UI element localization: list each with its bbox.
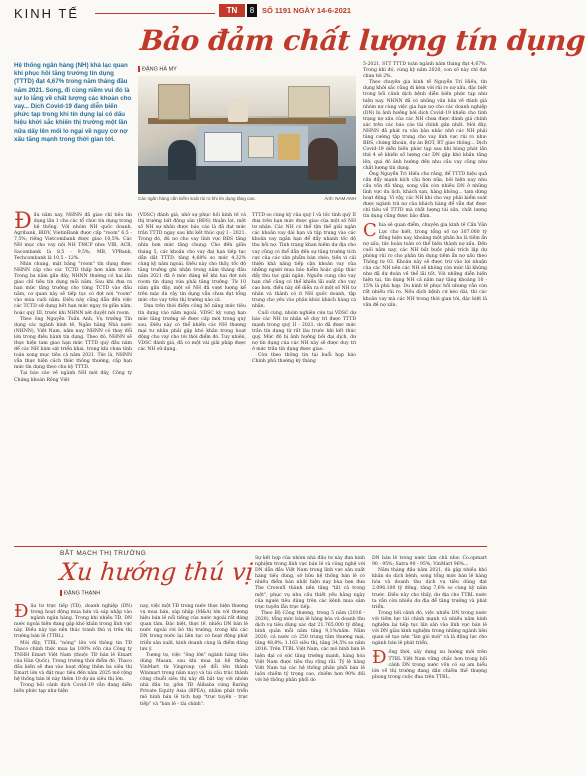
paragraph: Năm tháng đầu năm 2021, dù gặp nhiều khó khăn do dịch bệnh, song tổng mức bán lẻ hàng hóa và doanh thu dịch vụ tiêu dùng đạt 2.096.100 tỷ đồng, tăng 7,6% so cùng kỳ năm trước. Điều này cho thấy, dư địa cho TTBL nước ta vẫn còn nhiều dư địa để tăng trưởng và phát triển. — [372, 568, 487, 610]
paragraph: Mới đây, TTBL "nóng" lên với thông tin TĐ Thaco chính thức mua lại 100% vốn của Công ty TNHH Emart Việt Nam (thuộc TĐ bán lẻ Emart của Hàn Quốc). Trong trường thời điểm đó, Thaco đầu kiến sẽ đưa vào hoạt động thêm ba siêu thị Emart lớn và đặt mục tiêu đến năm 2025 mở rộng hệ thống bán lẻ này thêm 10 dự án siêu thị lớn. — [14, 640, 132, 683]
paragraph: ồng thời, xây dựng xu hướng mới trên TTBL Việt Nam vững chắc hơn trong bối cảnh DN trong nước vốn có sự am hiểu lớn về thị trường đang dần chiếm thế thượng phong trong cuộc đua trên TTBL. — [372, 650, 487, 680]
article-column-2 — [138, 213, 246, 353]
paragraph: Tương tự, việc "ông lớn" ngành hàng tiêu dùng Masan, sau khi mua lại hệ thống VinMart từ Vingroup (sẽ đổi tên thành Winmart trong năm nay) và tái cấu trúc thành công chuỗi siêu thị này đã bắt tay với nhóm nhà đầu tư, gồm TĐ Alibaba cùng Baring Private Equity Asia (BPEA), nhằm phát triển mô hình bán lẻ tích hợp "trực tuyến - trực tiếp" và "bán lẻ - tài chính". — [140, 652, 248, 707]
paragraph: Theo chuyên gia kinh tế Nguyễn Trí Hiếu, tín dụng khởi sắc cũng đi kèm với rủi ro nợ xấu, đặc biệt trong bối cảnh dịch bệnh diễn biến phức tạp như hiện nay. NHNN đã có những văn bản về đánh giá nhóm nợ cùng việc gia hạn nợ cho các doanh nghiệp (DN) bị ảnh hưởng bởi dịch Covid-19 khiến cho tình trạng nợ xấu của các NH chưa được đánh giá chính xác trên các báo cáo tài chính gần nhất. Mới đây, NHNN đã phát ra văn bản nhắc nhở các NH phải tăng cường tập trung cho vay lĩnh vực rủi ro như: BĐS, chứng khoán, dự án BOT, BT giao thông... Dịch Covid-19 diễn biến phức tạp sau khi bùng phát lần thứ 4 sẽ khiến số lượng các DN gặp khó khăn tăng lên, quá đó ảnh hưởng đến nhu cầu vay cũng như chất lượng tín dụng. — [363, 80, 487, 171]
header-rule — [95, 13, 215, 14]
paragraph: (VDSC) đánh giá, nhờ sự phục hồi kinh tế và thị trường bất động sản (BĐS) thuận lợi, một số NH sự nhân được báo cáo là đã đạt mức trần TTTD ngay sau khi kết thúc quý I - 2021. Trong đó, đủ no cho vay lĩnh vực BĐS tăng nhìn hơn mức tăng chung. Cho đến giữa tháng 5, các khoản cho vay đại hạn tiếp tục dẫn dắt TTTD, tăng 4,68% so mức 4,32% cùng kỳ năm ngoái. Điều này cho thấy, tốc độ tăng trưởng ghi nhận trong năm tháng đầu năm 2021 đã ở mức đáng kể khi hai đợt nới room tín dụng vừa phải tăng trưởng. Từ 10 năm gần đây, một số NH đã vượt lượng kể trên mặc dù vậy tín dụng vẫn chưa đạt tổng mức cho vay trên thị trường nào cả. — [138, 213, 246, 304]
article-byline — [138, 66, 177, 72]
article-column-4 — [363, 62, 487, 309]
paragraph: Tại báo cáo về ngành NH mới đây, Công ty Chứng khoán Rồng Việt — [14, 371, 132, 383]
byline-marker — [138, 66, 140, 72]
paragraph: TTTD so cùng kỳ của quý I và tốc tính quý II đưa trên hạn mức được giao của một số NH tư nhân. Các NH có thể tận thế giải ngân các khoản vay dài hạn và tập trung vào các khoản vay ngắn hạn để đẩy nhanh tốc độ thu hồi nợ. Tình trạng khan hiếm dư địa cho vay cũng có thể dẫn đến sự tăng trưởng tích cực của các sản phẩm bán chéo, tiền vi cải thiện khả năng tiếp cận khoản vay của những người mua bảo hiểm hoặc giúp thúc đẩy thu tục giải ngân. Nguồn cung cho vay hạn chế cũng có thể khiến lãi suất cho vay cao hơn, điều này dễ diễn ra ở một số NH tư nhân và thành có ít NH quốc doanh, tập trung cho yếu vào phân khúc khách hàng cá nhân. — [252, 213, 356, 310]
article2-column-2 — [140, 604, 248, 708]
byline-marker — [60, 590, 62, 596]
paragraph: Trong bối cảnh dịch Covid-19 vẫn đang diễn biến phức tạp như hiện — [14, 683, 132, 695]
drop-cap: Đ — [372, 647, 387, 669]
article-headline: Bảo đảm chất lượng tín dụng — [138, 24, 586, 57]
photo-caption-text: Các ngân hàng cần kiểm soát rủi ro khi tín dụng tăng cao. — [138, 196, 256, 201]
photo-caption — [138, 196, 356, 201]
article-column-1 — [14, 209, 132, 384]
paragraph: DN bán lẻ trong nước làm chủ như: Co.opmart 90 - 95%; Satra 90 - 95%; VinMart 96%... — [372, 556, 487, 568]
issue-info: SỐ 1191 NGÀY 14-6-2021 — [262, 6, 352, 15]
paragraph: Dựa trên thời điểm công bố năng mức tiêu tín dụng vào năm ngoái, VDSC kỳ vọng hạn mức tăng trưởng sẽ được cấp mới trong quý sau. Điều này có thể khiến các NH thương mại tư nhân phải gặp khó khăn trong hoạt động cho vay cho tới thời điểm đó. Tuy nhiên, VDSC đánh giá, đã có một vài giải pháp được các NH sử dụng. — [138, 304, 246, 353]
article-lead: Hệ thống ngân hàng (NH) khá lạc quan khi phục hồi tăng trưởng tín dụng (TTTD) đạt 4,67% trong năm tháng đầu năm 2021. Song, đi cùng niềm vui đó là sự lo lắng về chất lượng các khoản cho vay... Dịch Covid-19 đang diễn biến phức tạp trong khi tín dụng lại có dấu hiệu khởi sắc khiến thị trường một lần nữa dấy lên mối lo ngại về nguy cơ nợ xấu tăng mạnh trong thời gian tới. — [14, 62, 132, 143]
paragraph: Ông Nguyễn Trí Hiếu cho rằng, để TTTD hiệu quả cần đẩy mạnh kích cầu hơn nữa, bởi hiện nay nhu cầu vốn đã tăng, song vẫn còn nhiều DN ở những lĩnh vực du lịch, khách sạn, hàng không... tạm dừng hoạt động. Vì vậy, các NH khi cho vay phải kiểm soát được ngành trả nợ của khách hàng để vẫn đạt được chỉ tiêu về TTTD mà chất lượng tài sản, chất lượng tín dụng cũng được bảo đảm. — [363, 171, 487, 220]
paragraph: ầu tư trực tiếp (TĐ), doanh nghiệp (DN) trong hoạt động mua bán và sáp nhập vào ngành ngân hàng. Trong khi nhiều TĐ, DN nước ngoài hiện đang gặp khó khăn trong lĩnh vực này. Điều này tạo nên thúc tranh thú vị trên thị trường bán lẻ (TTBL). — [14, 604, 132, 640]
paragraph: Trong bối cảnh đó, việc nhiều DN trong nước với tiềm lực tài chính mạnh và nhiều năm kinh nghiệm lại tiếp tục lấn sân vào lĩnh vực bán lẻ với DN giàu kinh nghiệm trong những ngành liên quan sẽ tạo nên "làn gió mới" và là động lực cho ngành bán lẻ phát triển. — [372, 610, 487, 647]
paragraph: ầu năm nay, NHNN đã giao chỉ tiêu tín dụng lần 1 cho các tổ chức tín dụng trong hệ thống. Với nhóm NH quốc doanh, Agribank, BIDV, VietinBank được cấp "room" 6,5 - 7,5%; riêng Vietcombank được giao 10,5%. Các NH mục cho vay nội NH TMCP như: VIB, ACB, Sacombank là 8,5 - 9,5%; MB, VPBank, Techcombank là 10,5 - 12%. — [14, 213, 132, 261]
article2-column-1 — [14, 601, 132, 695]
paragraph: Theo ông Nguyễn Tuấn Anh, Vụ trưởng Tín dụng các ngành kinh tế, Ngân hàng Nhà nước (NHNN), Việt Nam, năm nay, NHNN có thay đổi lớn trong điều hành tín dụng. Theo đó, NHNN sẽ thực hiện tam giao hạn mức TTTD quý đầu năm để các NH bám sát triển khai, trong khi chưa tính toán xong mục tiêu cả năm 2021. Tức là, NHNN vẫn thực hiện cách thức thông thường, cấp hạn mức tín dụng theo chu kỳ TTTD. — [14, 316, 132, 371]
photo-credit: Ảnh: NAM ANH — [324, 196, 356, 201]
drop-cap: C — [363, 220, 377, 242]
paragraph: Còn theo thông tin tại buổi họp báo Chính phủ thường kỳ tháng — [252, 353, 356, 365]
paragraph: hia sẻ quan điểm, chuyên gia kinh tế Cấn Văn Lực cho biết, trong tổng số nợ 307.000 tỷ đồng hiện nay, khoảng một phần ba là tiềm ẩn nợ xấu, tức hoàn toàn có thể biến thành nợ xấu. Đến cuối năm nay, các NH bắt buộc phải trích lập dự phòng rủi ro cho phần tín dụng tiềm ẩn nợ xấu theo Thông tư 03. Khoản này sẽ được trừ vào lợi nhuận của các NH nên các NH sẽ không còn mức lãi khủng như đã dự đoán về thể lãi tốt. Với những diễn biến hiện tại, tín dụng NH cả năm nay tăng khoảng 10 - 15% là phù hợp. Du kinh tế phục hồi nhưng vẫn còn rất nhiều rủi ro. Nếu dịch bệnh cứ kéo dài, thì các khoản vay mà các NH trong thời gian tới, đặc biệt là vấn đề nợ xấu. — [363, 223, 487, 308]
article2-column-4 — [372, 556, 487, 681]
article-kicker: BẮT MẠCH THỊ TRƯỜNG — [60, 550, 147, 557]
paragraph: 5-2021, STT TTTD toàn ngành năm tháng đạt 4,67%. Trong khi đó, cùng kỳ năm 2020, con số này chỉ đạt chưa tới 2%. — [363, 62, 487, 80]
article-headline-2: Xu hướng thú vị — [58, 558, 255, 586]
page-number: 8 — [247, 4, 257, 17]
paragraph: Theo Bộ Công thương, trong 5 năm (2016 - 2020), tổng mức bán lẻ hàng hóa và doanh thu dịch vụ tiêu dùng xác đạt 21.765.000 tỷ đồng, bình quân mỗi năm tăng 9,1%/năm. Năm 2020, cả nước có 250 trung tâm thương mại, tăng 48,8%; 1.163 siêu thị, tăng 34,5% so năm 2016. Trên TTBL Việt Nam, các mô hình bán lẻ hiện đại có sức tăng trưởng mạnh, hàng hóa Việt Nam được tiêu thụ rộng rãi. Tỷ lệ hàng Việt Nam tại các hệ thống phân phối bán lẻ luôn chiếm tỷ trọng cao, chiếm hơn 90% đối với hệ thống phân phối do — [255, 610, 365, 683]
publication-logo: TN — [219, 4, 245, 17]
paragraph: nay, việc một TĐ trong nước thực hiện thương vụ mua bán, sáp nhập (M&A) lớn với thương hiệu bán lẻ nổi tiếng của nước ngoài rất đáng quan tâm. Đặc biệt, thực tế, nhiều DN bán lẻ nước ngoài rời bỏ thị trường, trong khi các DN trong nước lại liên tục có hoạt động phát triển sản xuất, kinh doanh cùng là điểm đáng lưu ý. — [140, 604, 248, 652]
paragraph: Sự kết hợp của nhóm nhà đầu tư này đưa kinh nghiệm trong lĩnh vực bán lẻ và công nghệ với DN dẫn đầu Việt Nam trong lĩnh vực sản xuất hàng tiêu dùng, sở hữu hệ thống bán lẻ có nhiều điểm bán nhất hiện nay bùa hẹn đưa The CrownX thành nền tảng "tất cả trong một", phục vụ nhu cầu thiết yếu hằng ngày của người tiêu dùng trên các kênh mua sắm trực tuyến lẫn trực tiếp. — [255, 556, 365, 610]
drop-cap: Đ — [14, 209, 32, 234]
paragraph: Nhìn chung, mặt bằng "room" tín dụng được NHNN cấp cho các TCTD thấp hơn năm trước. Trong ba năm gần đây, NHNN thường có hai lần giao chỉ tiêu tín dụng mỗi năm. Sau khi đưa ra hạn mức tăng trưởng cho từng TCTD vào đầu năm, cơ quan này sẽ tiếp tục có đợt nới "room" vào mùa cuối năm. Điều này cũng dẫn đến việc các TCTD sử dụng hết hạn mức ngay từ giữa năm, hoặc quý III, trước khi NHNN xét duyệt nới room. — [14, 261, 132, 316]
byline-author: ĐẶNG HÀ MY — [142, 66, 177, 73]
article-photo — [138, 76, 356, 194]
article2-column-3 — [255, 556, 365, 684]
paragraph: Cuối cùng, nhóm nghiên cứu tại VDSC dự báo các NH tư nhân sẽ duy trì được TTTD mạnh trong quý II - 2021, do đã được mức trần tín dụng từ rất lâu trước khi kết thúc quý. Mức độ bị ảnh hưởng bởi đại dịch, dư nợ tín dụng của các NH này sẽ được duy trì ở mức trần tín dụng được giao. — [252, 310, 356, 353]
section-title: KINH TẾ — [14, 6, 80, 21]
section-divider — [14, 546, 487, 547]
byline-author: ĐẶNG THẠNH — [64, 590, 101, 597]
article-column-3 — [252, 213, 356, 365]
drop-cap: Đ — [14, 601, 29, 622]
article-byline-2 — [60, 590, 100, 596]
